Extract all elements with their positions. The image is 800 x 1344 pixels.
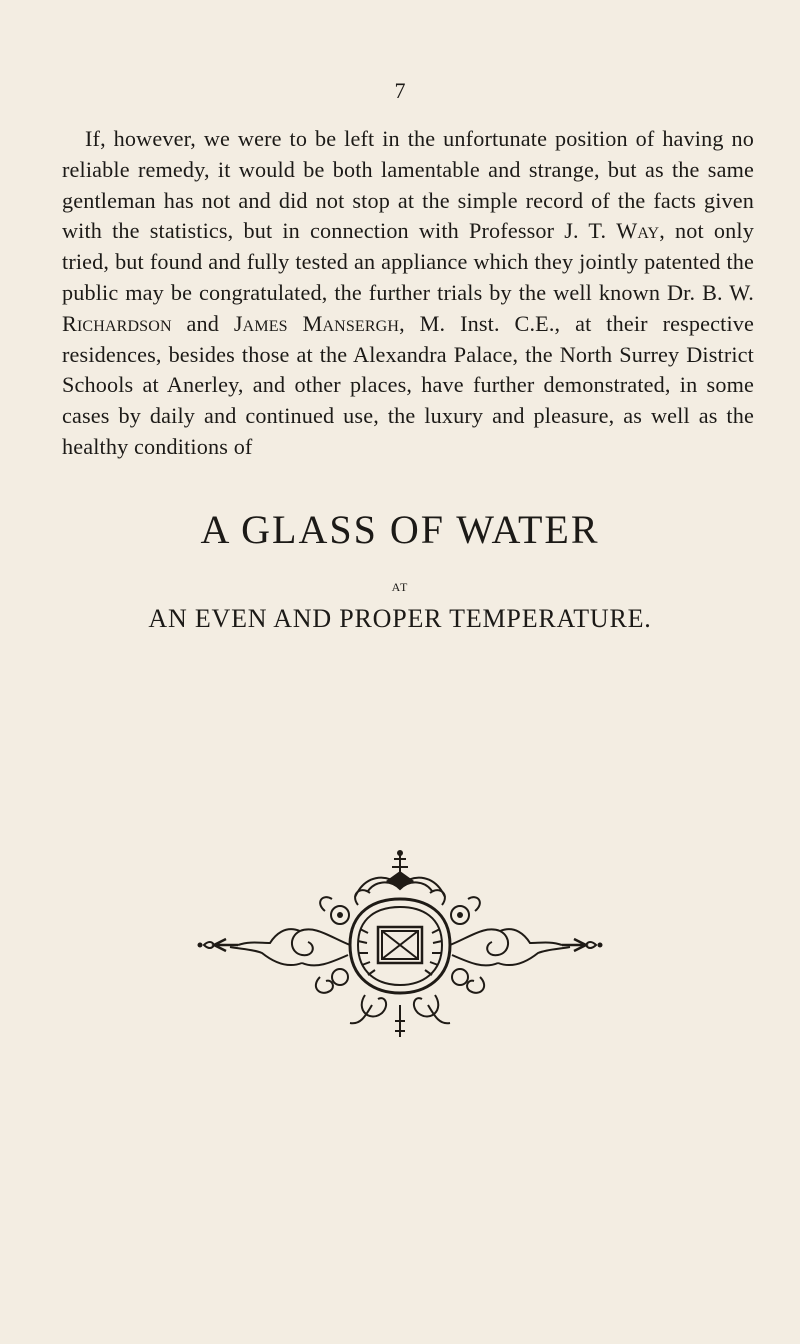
name-way: Way [616, 218, 660, 244]
paragraph-text-4: , M. Inst. C.E., at their respective residences, besides those at the Alexandra Palace, the North Surrey District Schools at Anerley, and other places, have further demonstrated, in some cases by daily and continued use, the luxury and pleasure, as well as the healthy conditions of [62, 310, 754, 459]
heading-at: AT [391, 580, 409, 594]
page-number: 7 [394, 78, 406, 103]
filigree-crest-ornament-icon [190, 845, 610, 1045]
name-mansergh: James Mansergh [233, 310, 400, 336]
name-richardson: Richardson [62, 310, 172, 336]
body-paragraph [62, 124, 754, 463]
paragraph-text-2: , not only tried, but found and fully tested an appliance which they jointly patented the public may be congratulated, the further trials by the well known Dr. B. W. [62, 218, 754, 305]
heading-sub: AN EVEN AND PROPER TEMPERATURE. [148, 604, 652, 633]
heading-main: A GLASS OF WATER [200, 507, 600, 552]
paragraph-text-3: and [171, 310, 234, 336]
paragraph-text-1: If, however, we were to be left in the unfortunate position of having no reliable remedy, it would be both lamentable and strange, but as the same gentleman has not and did not stop at the simple record of the facts given with the statistics, but in connection with Professor J. T. [62, 126, 754, 244]
